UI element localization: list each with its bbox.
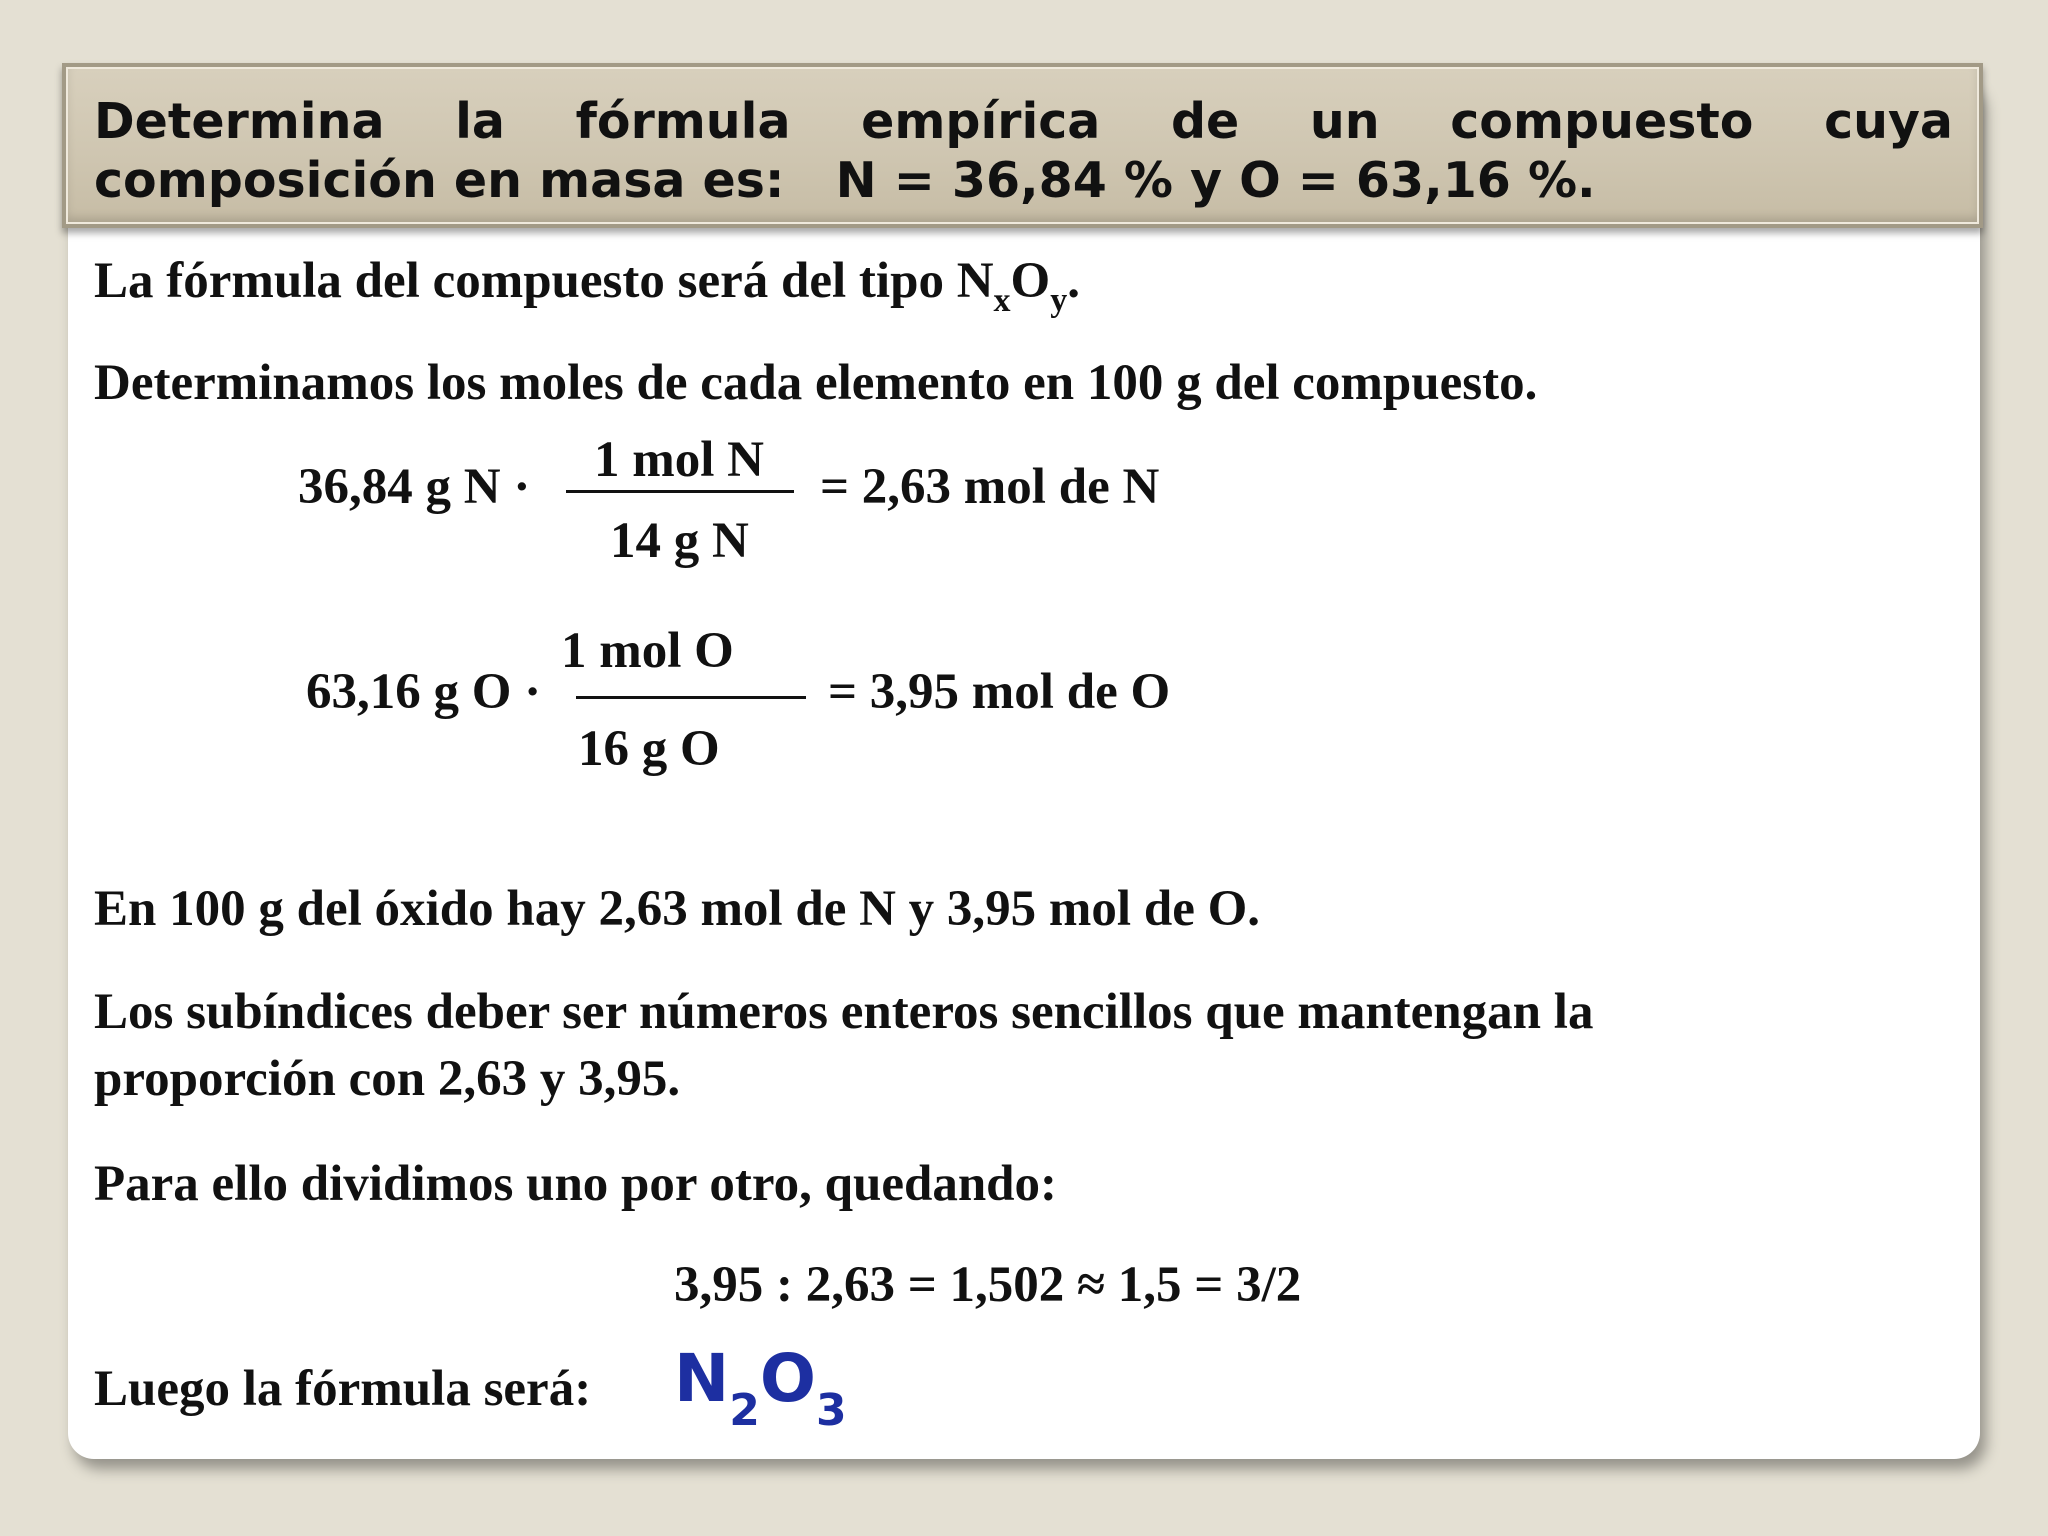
word: de [1170, 93, 1240, 150]
moles-intro-text: Determinamos los moles de cada elemento en 100 g del compuesto. [94, 355, 1538, 411]
calc-n-result: = 2,63 mol de N [820, 459, 1160, 515]
subscripts-text-line-2: proporción con 2,63 y 3,95. [94, 1051, 681, 1107]
moles-summary-text: En 100 g del óxido hay 2,63 mol de N y 3,95 mol de O. [94, 881, 1261, 937]
word: empírica [861, 93, 1101, 150]
formula-type-text: La fórmula del compuesto será del tipo $N_xO_y$. [94, 253, 1080, 319]
divide-text: Para ello dividimos uno por otro, quedando: [94, 1156, 1058, 1212]
problem-line-2: composición en masa es: N = 36,84 % y O = 63,16 %. [94, 152, 1596, 209]
word: fórmula [575, 93, 791, 150]
word: cuya [1824, 93, 1953, 150]
calc-n-numerator: 1 mol N [594, 432, 764, 488]
calc-o-result: = 3,95 mol de O [828, 664, 1171, 720]
calc-o-denominator: 16 g O [578, 721, 720, 777]
calc-n-fraction-bar [566, 490, 794, 493]
calc-o-numerator: 1 mol O [561, 623, 734, 679]
word: un [1309, 93, 1380, 150]
calc-n-denominator: 14 g N [610, 513, 749, 569]
word: compuesto [1450, 93, 1754, 150]
conclusion-text: Luego la fórmula será: [94, 1361, 592, 1417]
calc-o-left: 63,16 g O · [306, 664, 542, 720]
calc-o-fraction-bar [576, 696, 806, 699]
ratio-equation: 3,95 : 2,63 = 1,502 ≈ 1,5 = 3/2 [674, 1257, 1302, 1313]
empirical-formula: $N_2O_3$ [674, 1340, 847, 1436]
calc-n-left: 36,84 g N · [298, 459, 531, 515]
subscripts-text-line-1: Los subíndices deber ser números enteros sencillos que mantengan la [94, 984, 1594, 1040]
problem-line-1 [94, 92, 1953, 151]
word: Determina [94, 93, 385, 150]
problem-banner [62, 63, 1983, 228]
word: la [455, 93, 505, 150]
